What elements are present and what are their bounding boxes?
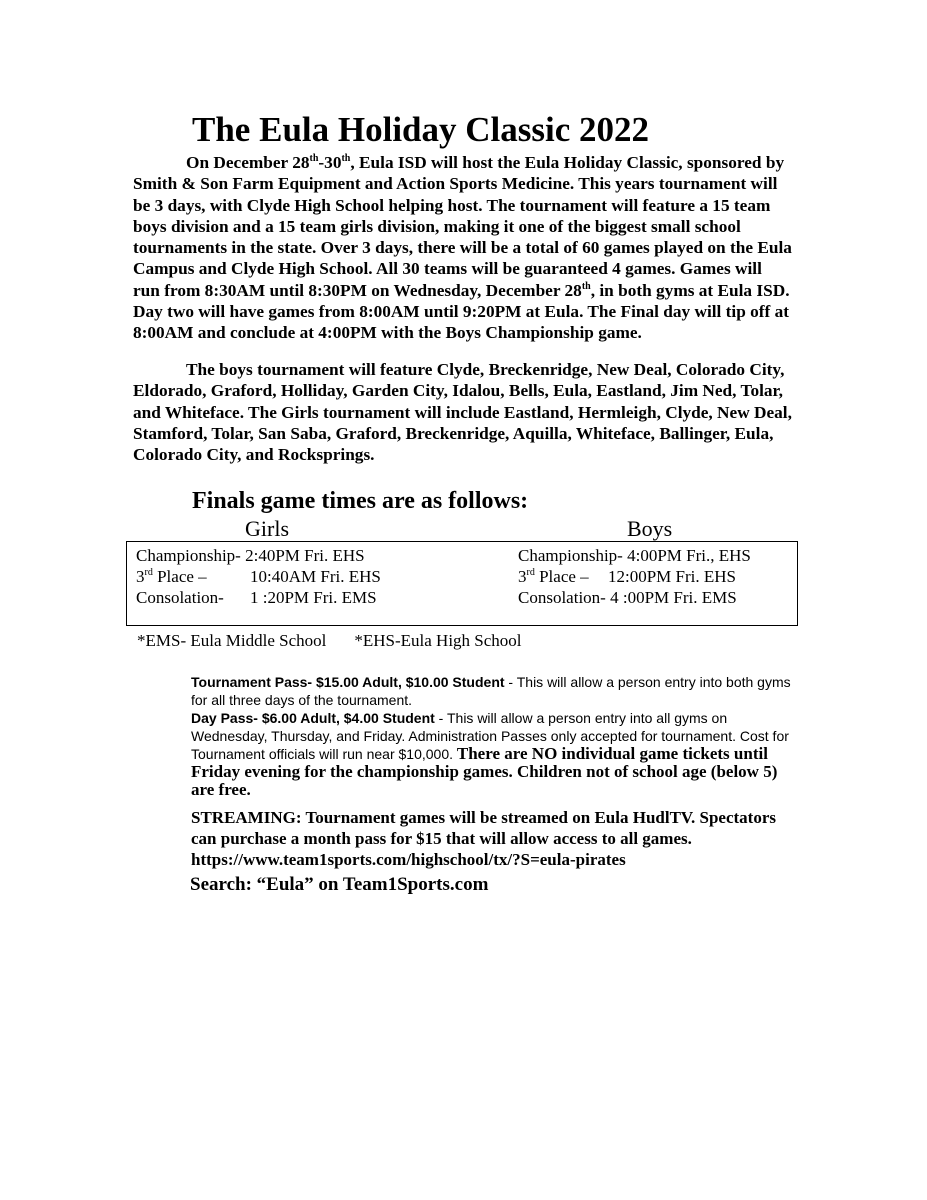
tournament-pass-price: Tournament Pass- $15.00 Adult, $10.00 Student [191, 674, 505, 690]
page-title: The Eula Holiday Classic 2022 [192, 110, 650, 149]
no-individual-tickets-note: There are NO individual game tickets until Friday evening for the championship games. Children not of school age (below 5) are free. [191, 744, 778, 799]
boys-consolation-time: 4 :00PM Fri. EMS [605, 588, 737, 607]
girls-third-rest: Place – [152, 567, 207, 586]
intro-sup-1: th [309, 153, 319, 164]
girls-third-num: 3 [136, 567, 145, 586]
boys-column-header: Boys [627, 516, 673, 541]
intro-sup-3: th [581, 280, 591, 292]
teams-text: The boys tournament will feature Clyde, Breckenridge, New Deal, Colorado City, Eldorado, Graford, Holliday, Garden City, Idalou, Bells, Eula, Eastland, Jim Ned, Tolar, and Whiteface. The Girls tournament will include Eastland, Hermleigh, Clyde, New Deal, Stamford, Tolar, San Saba, Graford, Breckenridge, Aquilla, Whiteface, Ballinger, Eula, Colorado City, and Rocksprings. [133, 360, 792, 465]
intro-paragraph [133, 152, 793, 344]
finals-heading: Finals game times are as follows: [192, 488, 529, 514]
girls-championship-time: 2:40PM Fri. EHS [240, 546, 365, 565]
search-note: Search: “Eula” on Team1Sports.com [190, 874, 489, 895]
boys-championship-time: 4:00PM Fri., EHS [622, 546, 751, 565]
streaming-info: STREAMING: Tournament games will be streamed on Eula HudlTV. Spectators can purchase a month pass for $15 that will allow access to all games. https://www.team1sports.com/highschool/tx/?S=eula-pirates [191, 808, 776, 869]
girls-third-sup: rd [144, 567, 153, 578]
boys-consolation-row [518, 587, 737, 608]
girls-championship-label: Championship- [136, 546, 241, 565]
tournament-pass-info [191, 673, 791, 709]
boys-third-place-time: 12:00PM Fri. EHS [608, 567, 736, 586]
girls-championship-row [136, 545, 365, 566]
footnote-ehs: *EHS-Eula High School [354, 631, 522, 650]
day-pass-info [191, 709, 791, 799]
boys-third-rest: Place – [534, 567, 589, 586]
intro-text-a: On December 28 [186, 153, 310, 172]
girls-consolation-row [136, 587, 377, 608]
day-pass-price: Day Pass- $6.00 Adult, $4.00 Student [191, 710, 435, 726]
boys-championship-row [518, 545, 751, 566]
girls-third-place-time: 10:40AM Fri. EHS [250, 567, 381, 586]
finals-schedule-box [126, 541, 798, 626]
girls-consolation-time: 1 :20PM Fri. EMS [250, 588, 377, 607]
girls-third-place-row [136, 566, 381, 587]
girls-third-place-label [136, 566, 250, 587]
intro-text-c: , Eula ISD will host the Eula Holiday Classic, sponsored by Smith & Son Farm Equipment and Action Sports Medicine. This years tournament will be 3 days, with Clyde High School helping host. The tournament will feature a 15 team boys division and a 15 team girls division, making it one of the biggest small school tournaments in the state. Over 3 days, there will be a total of 60 games played on the Eula Campus and Clyde High School. All 30 teams will be guaranteed 4 games. Games will run from 8:30AM until 8:30PM on Wednesday, December 28 [133, 153, 792, 300]
boys-third-place-row [518, 566, 736, 587]
girls-column-header: Girls [245, 516, 289, 541]
boys-championship-label: Championship- [518, 546, 623, 565]
boys-third-sup: rd [526, 567, 535, 578]
intro-text-b: -30 [318, 153, 342, 172]
footnote-ems: *EMS- Eula Middle School [137, 631, 327, 650]
boys-third-place-label [518, 566, 608, 587]
intro-text-d: , in both gyms at Eula ISD. Day two will have games from 8:00AM until 9:20PM at Eula. The Final day will tip off at 8:00AM and conclude at 4:00PM with the Boys Championship game. [133, 280, 790, 343]
day-pass-text: - This will allow a person entry into all gyms on Wednesday, Thursday, and Friday. Administration Passes only accepted for tournament. Cost for Tournament officials will run near $10,000. [191, 710, 789, 762]
boys-consolation-label: Consolation- [518, 588, 606, 607]
teams-paragraph [133, 359, 793, 465]
tournament-pass-text: - This will allow a person entry into both gyms for all three days of the tournament. [191, 674, 791, 708]
intro-sup-2: th [341, 153, 351, 164]
footnotes [137, 630, 522, 652]
girls-consolation-label: Consolation- [136, 588, 224, 607]
boys-third-num: 3 [518, 567, 527, 586]
